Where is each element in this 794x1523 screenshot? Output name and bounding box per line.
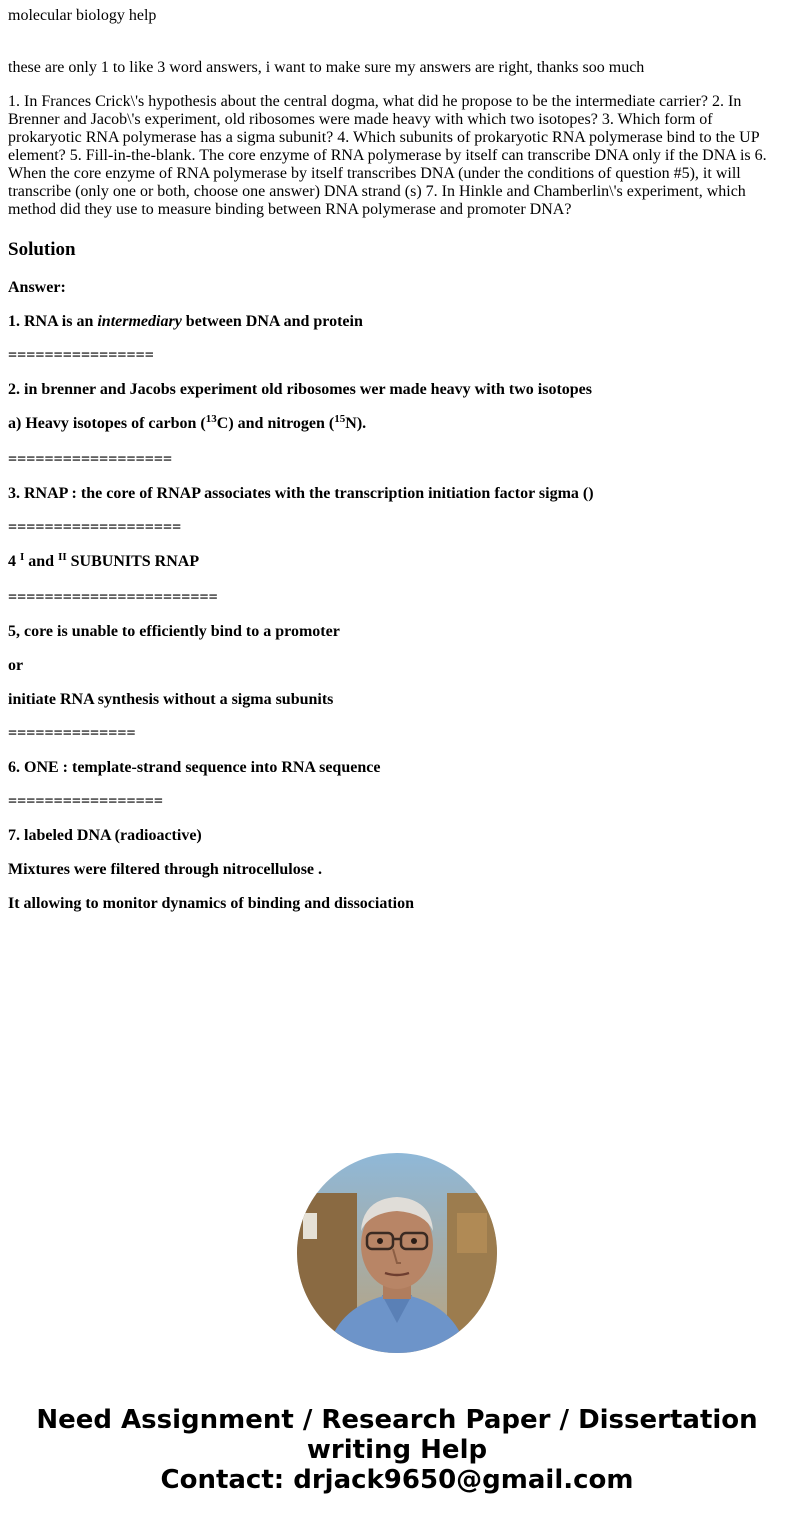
answer-7-detail: Mixtures were filtered through nitrocellulose .: [8, 861, 323, 878]
separator: ==================: [8, 451, 173, 468]
solution-heading: Solution: [8, 239, 76, 260]
tutor-avatar: [297, 1153, 497, 1353]
content: [8, 7, 778, 929]
answer-1: 1. RNA is an intermediary between DNA and protein: [8, 313, 363, 330]
question-text: 1. In Frances Crick\'s hypothesis about the central dogma, what did he propose to be the intermediate carrier? 2. In Brenner and Jacob\'s experiment, old ribosomes were made heavy with which two isotopes? 3. Which form of prokaryotic RNA polymerase has a sigma subunit? 4. Which subunits of prokaryotic RNA polymerase bind to the UP element? 5. Fill-in-the-blank. The core enzyme of RNA polymerase by itself can transcribe DNA only if the DNA is 6. When the core enzyme of RNA polymerase by itself transcribes DNA (under the conditions of question #5), it will transcribe (only one or both, choose one answer) DNA strand (s) 7. In Hinkle and Chamberlin\'s experiment, which method did they use to measure binding between RNA polymerase and promoter DNA?: [8, 93, 767, 218]
separator: ==============: [8, 725, 136, 742]
answer-1-emphasis: intermediary: [97, 313, 182, 330]
separator: ===================: [8, 519, 182, 536]
answer-5: 5, core is unable to efficiently bind to a promoter: [8, 623, 340, 640]
page-title: molecular biology help: [8, 7, 157, 24]
answer-5-or: or: [8, 657, 24, 674]
answer-2-detail: a) Heavy isotopes of carbon ($^{13}$C) and nitrogen ($^{15}$N).: [8, 413, 367, 432]
separator: =======================: [8, 589, 218, 606]
promo-line-1: Need Assignment / Research Paper / Dissertation: [36, 1405, 758, 1435]
answer-7: 7. labeled DNA (radioactive): [8, 827, 202, 844]
separator: ================: [8, 347, 154, 364]
answer-4: 4 $^I$ and $^{II}$ SUBUNITS RNAP: [8, 551, 200, 570]
answer-2: 2. in brenner and Jacobs experiment old ribosomes wer made heavy with two isotopes: [8, 381, 592, 398]
separator: =================: [8, 793, 163, 810]
answer-section: [8, 279, 778, 913]
tutor-photo-illustration: [297, 1153, 497, 1353]
answer-7-note: It allowing to monitor dynamics of binding and dissociation: [8, 895, 415, 912]
question-intro: these are only 1 to like 3 word answers, i want to make sure my answers are right, thanks soo much: [8, 59, 645, 76]
answer-6: 6. ONE : template-strand sequence into RNA sequence: [8, 759, 381, 776]
answer-3: 3. RNAP : the core of RNAP associates with the transcription initiation factor sigma (): [8, 485, 594, 502]
promo-line-2: writing Help: [306, 1435, 488, 1465]
answer-label: Answer:: [8, 279, 66, 296]
answer-5-alt: initiate RNA synthesis without a sigma subunits: [8, 691, 334, 708]
promo-banner: [0, 1405, 794, 1495]
promo-contact: Contact: drjack9650@gmail.com: [160, 1465, 634, 1495]
